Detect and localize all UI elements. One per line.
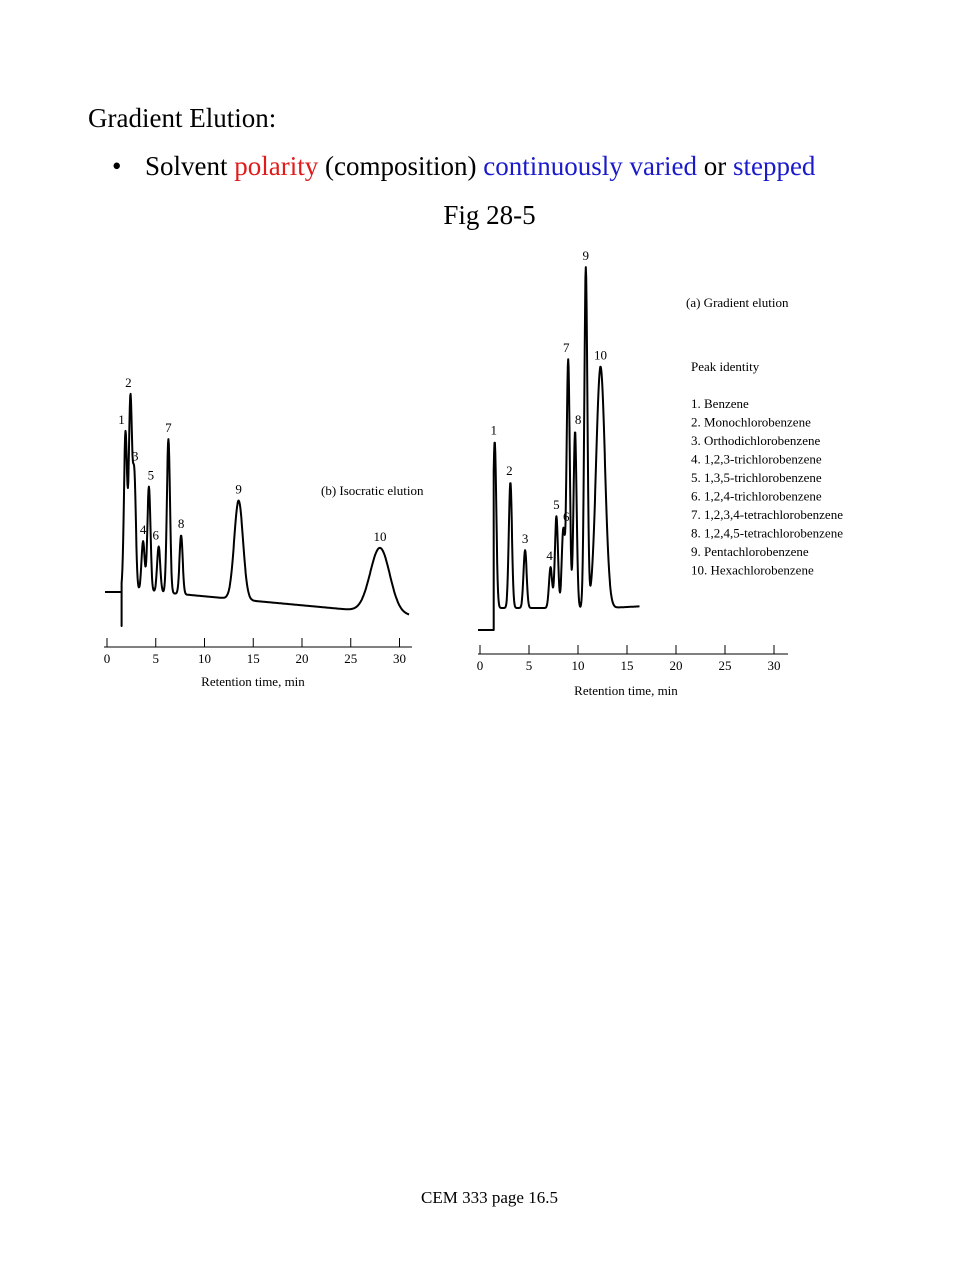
x-tick-label: 30	[393, 651, 406, 666]
legend-entry: 7. 1,2,3,4-tetrachlorobenzene	[691, 507, 843, 522]
gradient-title: (a) Gradient elution	[686, 295, 789, 310]
peak-label-9: 9	[235, 481, 242, 497]
peak-label-3: 3	[521, 531, 529, 547]
peak-label-5: 5	[553, 497, 560, 513]
peak-identity-title: Peak identity	[691, 359, 760, 374]
bullet-marker: •	[112, 151, 122, 181]
x-tick-label: 20	[669, 658, 683, 673]
x-tick-label: 15	[246, 651, 260, 666]
peak-label-10: 10	[594, 347, 607, 363]
legend-entry: 1. Benzene	[691, 396, 749, 411]
peak-label-10: 10	[373, 528, 387, 544]
gradient-x-label: Retention time, min	[574, 683, 678, 698]
peak-label-8: 8	[574, 412, 582, 428]
x-tick-label: 25	[718, 658, 732, 673]
peak-label-7: 7	[562, 340, 570, 356]
x-tick-label: 10	[571, 658, 585, 673]
legend-entry: 6. 1,2,4-trichlorobenzene	[691, 488, 822, 504]
peak-label-2: 2	[125, 374, 132, 390]
legend-entry: 10. Hexachlorobenzene	[691, 562, 814, 578]
x-tick-label: 0	[103, 651, 111, 666]
legend-entry: 9. Pentachlorobenzene	[691, 544, 809, 559]
bullet-point	[112, 150, 815, 182]
peak-label-6: 6	[563, 508, 570, 524]
x-tick-label: 15	[620, 658, 634, 673]
isocratic-chromatogram	[104, 375, 424, 689]
isocratic-title: (b) Isocratic elution	[321, 483, 424, 498]
legend-entry: 3. Orthodichlorobenzene	[691, 433, 821, 448]
isocratic-trace	[105, 394, 409, 626]
bullet-part-3: (composition)	[318, 151, 484, 181]
peak-label-8: 8	[177, 516, 185, 532]
x-tick-label: 30	[767, 658, 781, 673]
isocratic-x-label: Retention time, min	[201, 674, 305, 689]
x-tick-label: 20	[295, 651, 309, 666]
section-heading: Gradient Elution:	[88, 103, 277, 133]
peak-label-2: 2	[506, 463, 513, 479]
peak-identity-legend	[691, 396, 843, 578]
gradient-trace	[478, 267, 640, 630]
legend-entry: 5. 1,3,5-trichlorobenzene	[691, 470, 822, 485]
peak-label-5: 5	[147, 467, 155, 483]
peak-label-1: 1	[118, 411, 125, 427]
x-tick-label: 10	[198, 651, 211, 666]
page-footer: CEM 333 page 16.5	[421, 1188, 558, 1207]
peak-label-6: 6	[152, 527, 159, 543]
peak-label-4: 4	[139, 522, 147, 538]
bullet-part-continuously-varied: continuously varied	[483, 151, 697, 181]
legend-entry: 4. 1,2,3-trichlorobenzene	[691, 451, 822, 467]
x-tick-label: 5	[152, 651, 159, 666]
x-tick-label: 5	[525, 658, 533, 673]
legend-entry: 8. 1,2,4,5-tetrachlorobenzene	[691, 525, 843, 541]
gradient-chromatogram	[477, 248, 843, 698]
figure-caption: Fig 28-5	[443, 200, 536, 230]
peak-label-9: 9	[582, 248, 590, 264]
x-tick-label: 0	[476, 658, 484, 673]
peak-label-3: 3	[132, 448, 139, 464]
chromatogram-figure	[0, 240, 979, 710]
bullet-part-stepped: stepped	[732, 151, 816, 181]
peak-label-4: 4	[546, 548, 553, 564]
bullet-part-1: Solvent	[145, 151, 235, 181]
peak-label-7: 7	[165, 420, 172, 436]
legend-entry: 2. Monochlorobenzene	[691, 414, 811, 430]
peak-label-1: 1	[490, 422, 497, 438]
bullet-part-5: or	[696, 151, 733, 181]
x-tick-label: 25	[344, 651, 358, 666]
bullet-part-polarity: polarity	[234, 151, 319, 181]
